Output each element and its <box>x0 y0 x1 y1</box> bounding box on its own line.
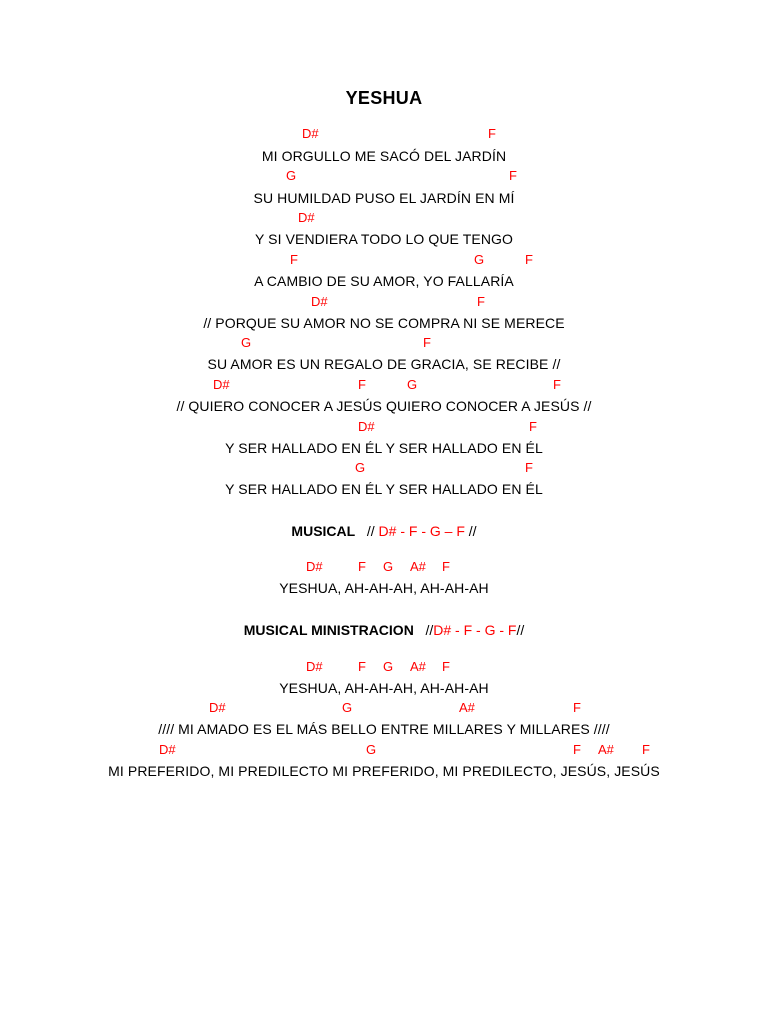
chord: F <box>358 659 366 674</box>
chord: D# <box>306 659 323 674</box>
chord: D# <box>302 126 319 141</box>
chord: F <box>529 419 537 434</box>
lyric-line: Y SI VENDIERA TODO LO QUE TENGO <box>254 231 514 247</box>
chord: G <box>342 700 353 715</box>
musical-section <box>0 621 768 639</box>
chord: F <box>488 126 496 141</box>
lyric-line: YESHUA, AH-AH-AH, AH-AH-AH <box>279 680 489 696</box>
chord: G <box>286 168 297 183</box>
repeat-mark: // <box>425 622 434 638</box>
section-label: MUSICAL <box>291 523 356 539</box>
chord: F <box>358 377 366 392</box>
chord: F <box>290 252 298 267</box>
chord: G <box>383 659 394 674</box>
chord: D# <box>209 700 226 715</box>
chord: D# <box>298 210 315 225</box>
chord: F <box>423 335 431 350</box>
chord: D# <box>306 559 323 574</box>
chord: F <box>573 700 581 715</box>
chord: F <box>642 742 650 757</box>
chord-progression: D# - F - G – F <box>378 523 465 539</box>
lyric-line: YESHUA, AH-AH-AH, AH-AH-AH <box>279 580 489 596</box>
chord: F <box>525 252 533 267</box>
lyric-line: //// MI AMADO ES EL MÁS BELLO ENTRE MILLARES Y MILLARES //// <box>158 721 610 737</box>
chord: F <box>442 559 450 574</box>
lyric-line: Y SER HALLADO EN ÉL Y SER HALLADO EN ÉL <box>225 481 543 497</box>
chord: D# <box>358 419 375 434</box>
chord: G <box>407 377 418 392</box>
chord: G <box>355 460 366 475</box>
chord: D# <box>213 377 230 392</box>
chord: F <box>525 460 533 475</box>
chord: A# <box>598 742 614 757</box>
chord: F <box>477 294 485 309</box>
lyric-line: // PORQUE SU AMOR NO SE COMPRA NI SE MERECE <box>203 315 565 331</box>
chord: D# <box>311 294 328 309</box>
lyric-line: // QUIERO CONOCER A JESÚS QUIERO CONOCER A JESÚS // <box>176 398 592 414</box>
lyric-line: MI ORGULLO ME SACÓ DEL JARDÍN <box>261 148 507 164</box>
section-label: MUSICAL MINISTRACION <box>243 622 414 638</box>
chord: G <box>474 252 485 267</box>
chord-progression: D# - F - G - F <box>433 622 517 638</box>
chord: F <box>573 742 581 757</box>
chord: G <box>366 742 377 757</box>
chord: G <box>383 559 394 574</box>
song-title: YESHUA <box>345 88 423 108</box>
chord: F <box>442 659 450 674</box>
chord: F <box>358 559 366 574</box>
lyric-line: SU AMOR ES UN REGALO DE GRACIA, SE RECIBE // <box>207 356 561 372</box>
chord: F <box>509 168 517 183</box>
lyric-line: A CAMBIO DE SU AMOR, YO FALLARÍA <box>254 273 514 289</box>
lyric-line: MI PREFERIDO, MI PREDILECTO MI PREFERIDO, MI PREDILECTO, JESÚS, JESÚS <box>108 763 660 779</box>
repeat-mark: // <box>468 523 477 539</box>
repeat-mark: // <box>366 523 375 539</box>
chord: D# <box>159 742 176 757</box>
chord: F <box>553 377 561 392</box>
chord: A# <box>459 700 475 715</box>
musical-section <box>0 522 768 540</box>
lyric-line: SU HUMILDAD PUSO EL JARDÍN EN MÍ <box>253 190 515 206</box>
chord: A# <box>410 559 426 574</box>
lyric-line: Y SER HALLADO EN ÉL Y SER HALLADO EN ÉL <box>225 440 543 456</box>
chord: A# <box>410 659 426 674</box>
repeat-mark: // <box>516 622 525 638</box>
chord: G <box>241 335 252 350</box>
